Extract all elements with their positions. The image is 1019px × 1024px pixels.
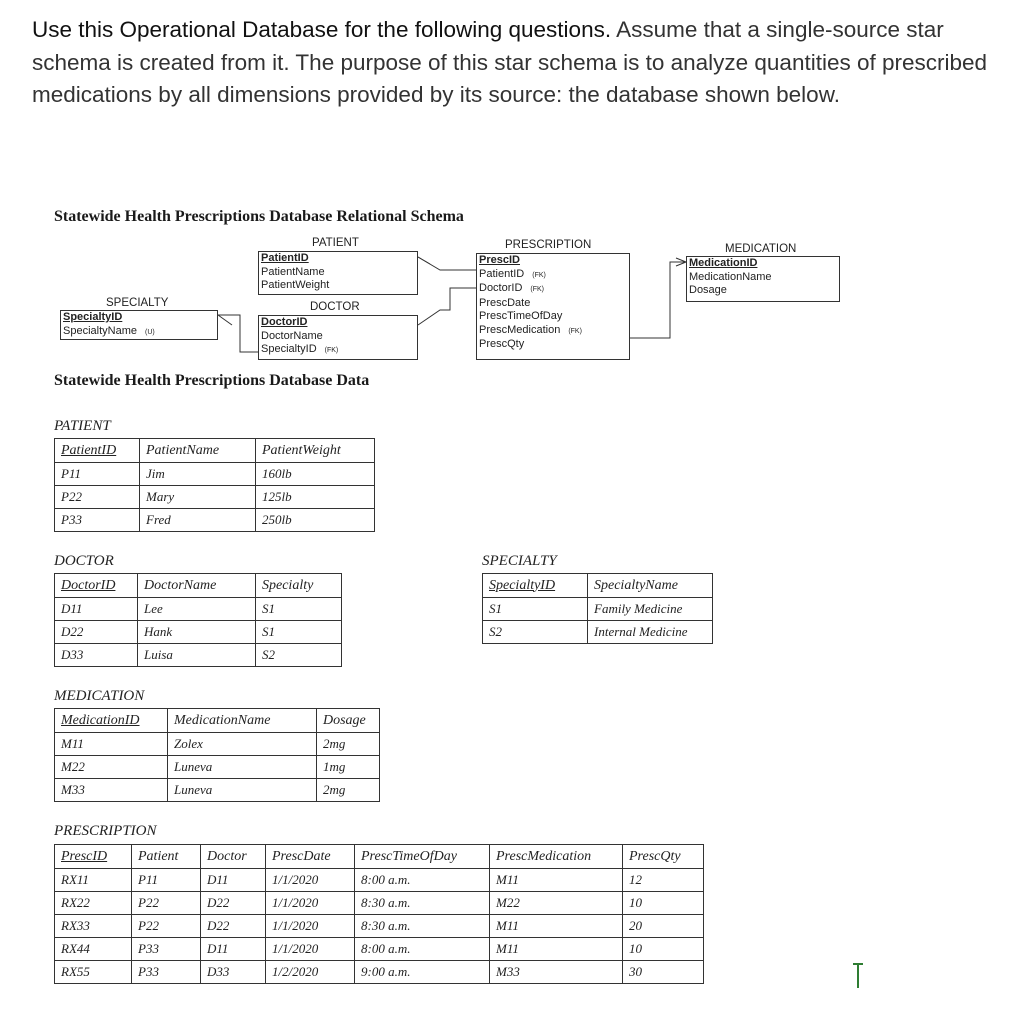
column-header: Dosage xyxy=(317,709,380,733)
table-cell: D22 xyxy=(201,915,266,938)
table-cell: Luisa xyxy=(138,644,256,667)
table-cell: S1 xyxy=(483,598,588,621)
table-cell: P33 xyxy=(132,938,201,961)
table-cell: 1/1/2020 xyxy=(266,938,355,961)
schema-doctor-pk: DoctorID xyxy=(261,316,308,328)
table-cell: Family Medicine xyxy=(588,598,713,621)
schema-unique-tag: (U) xyxy=(144,328,155,336)
table-cell: M11 xyxy=(490,915,623,938)
table-cell: 1mg xyxy=(317,756,380,779)
table-cell: 8:30 a.m. xyxy=(355,892,490,915)
schema-prescription-attr: DoctorID xyxy=(479,282,523,294)
column-header: PrescDate xyxy=(266,845,355,869)
patient-table-title: PATIENT xyxy=(54,418,111,434)
schema-medication-attr: Dosage xyxy=(689,284,727,296)
table-cell: Zolex xyxy=(168,733,317,756)
specialty-table-title: SPECIALTY xyxy=(482,553,557,569)
table-row xyxy=(55,961,704,984)
table-cell: Luneva xyxy=(168,779,317,802)
schema-doctor-attr: DoctorName xyxy=(261,329,323,342)
schema-specialty-title: SPECIALTY xyxy=(106,297,169,309)
table-cell: RX11 xyxy=(55,869,132,892)
schema-prescription-attr: PrescMedication xyxy=(479,323,561,336)
table-cell: 2mg xyxy=(317,733,380,756)
schema-medication-box xyxy=(686,256,840,302)
table-row xyxy=(483,598,713,621)
schema-medication-title: MEDICATION xyxy=(725,243,797,255)
table-cell: M22 xyxy=(55,756,168,779)
table-cell: Mary xyxy=(140,486,256,509)
patient-table xyxy=(54,438,375,532)
table-cell: 1/2/2020 xyxy=(266,961,355,984)
table-cell: RX33 xyxy=(55,915,132,938)
table-cell: S1 xyxy=(256,598,342,621)
table-cell: P11 xyxy=(132,869,201,892)
table-cell: P22 xyxy=(55,486,140,509)
table-row xyxy=(483,621,713,644)
column-header: PrescTimeOfDay xyxy=(355,845,490,869)
table-cell: M33 xyxy=(490,961,623,984)
medication-table xyxy=(54,708,380,802)
column-header: PrescMedication xyxy=(490,845,623,869)
table-cell: M11 xyxy=(55,733,168,756)
question-body: Assume that a single-source star schema is created from it. The purpose of this star schema is to analyze quantities of prescribed medications by all dimensions provided by its source: the database shown below. xyxy=(32,17,988,107)
table-cell: Internal Medicine xyxy=(588,621,713,644)
table-cell: M11 xyxy=(490,938,623,961)
schema-heading: Statewide Health Prescriptions Database Relational Schema xyxy=(54,208,464,225)
schema-fk-tag: (FK) xyxy=(532,271,546,279)
table-cell: 8:00 a.m. xyxy=(355,938,490,961)
table-cell: 8:30 a.m. xyxy=(355,915,490,938)
table-cell: S1 xyxy=(256,621,342,644)
schema-prescription-title: PRESCRIPTION xyxy=(505,239,592,251)
table-row xyxy=(55,756,380,779)
table-cell: P11 xyxy=(55,463,140,486)
table-cell: 125lb xyxy=(256,486,375,509)
column-header: PatientName xyxy=(140,439,256,463)
table-row xyxy=(55,598,342,621)
doctor-table-title: DOCTOR xyxy=(54,553,114,569)
table-row xyxy=(55,869,704,892)
table-row xyxy=(55,509,375,532)
column-header: Specialty xyxy=(256,574,342,598)
table-cell: M11 xyxy=(490,869,623,892)
data-heading: Statewide Health Prescriptions Database Data xyxy=(54,372,370,389)
schema-prescription-attr: PrescDate xyxy=(479,296,531,309)
table-cell: D22 xyxy=(55,621,138,644)
schema-fk-tag: (FK) xyxy=(530,286,545,293)
schema-prescription-box xyxy=(476,253,630,360)
question-lead: Use this Operational Database for the following questions. xyxy=(32,17,612,42)
table-cell: Luneva xyxy=(168,756,317,779)
doctor-table xyxy=(54,573,342,667)
table-cell: D33 xyxy=(201,961,266,984)
table-row xyxy=(55,621,342,644)
table-cell: P22 xyxy=(132,892,201,915)
schema-patient-title: PATIENT xyxy=(312,237,359,249)
table-row xyxy=(55,915,704,938)
table-cell: RX22 xyxy=(55,892,132,915)
schema-patient-attr: PatientName xyxy=(261,265,325,278)
medication-table-title: MEDICATION xyxy=(54,688,145,704)
column-header: DoctorName xyxy=(138,574,256,598)
table-cell: D11 xyxy=(201,869,266,892)
specialty-table xyxy=(482,573,713,644)
table-cell: 1/1/2020 xyxy=(266,869,355,892)
column-header: PrescID xyxy=(55,845,132,869)
schema-medication-attr: MedicationName xyxy=(689,270,772,283)
table-cell: 12 xyxy=(623,869,704,892)
schema-prescription-attr: PatientID xyxy=(479,267,525,280)
table-cell: 1/1/2020 xyxy=(266,892,355,915)
schema-patient-box xyxy=(258,251,418,295)
schema-fk-tag: (FK) xyxy=(568,327,582,335)
column-header: MedicationID xyxy=(55,709,168,733)
column-header: PatientWeight xyxy=(256,439,375,463)
table-cell: S2 xyxy=(256,644,342,667)
table-cell: S2 xyxy=(483,621,588,644)
table-cell: M22 xyxy=(490,892,623,915)
schema-prescription-pk: PrescID xyxy=(479,254,520,266)
table-cell: Lee xyxy=(138,598,256,621)
schema-specialty-attr: SpecialtyName xyxy=(63,324,137,337)
table-cell: M33 xyxy=(55,779,168,802)
table-row xyxy=(55,779,380,802)
schema-specialty-pk: SpecialtyID xyxy=(63,311,123,323)
table-cell: 10 xyxy=(623,938,704,961)
table-row xyxy=(55,463,375,486)
table-cell: D22 xyxy=(201,892,266,915)
column-header: Doctor xyxy=(201,845,266,869)
schema-specialty-box xyxy=(60,310,218,340)
table-row xyxy=(55,644,342,667)
table-cell: D11 xyxy=(55,598,138,621)
table-row xyxy=(55,486,375,509)
schema-doctor-box xyxy=(258,315,418,360)
table-cell: RX44 xyxy=(55,938,132,961)
column-header: MedicationName xyxy=(168,709,317,733)
table-cell: D11 xyxy=(201,938,266,961)
prescription-table xyxy=(54,844,704,984)
column-header: SpecialtyName xyxy=(588,574,713,598)
column-header: DoctorID xyxy=(55,574,138,598)
table-cell: 20 xyxy=(623,915,704,938)
table-cell: 9:00 a.m. xyxy=(355,961,490,984)
schema-prescription-attr: PrescTimeOfDay xyxy=(479,310,563,322)
table-cell: 8:00 a.m. xyxy=(355,869,490,892)
prescription-table-title: PRESCRIPTION xyxy=(54,823,157,839)
schema-doctor-fk: SpecialtyID xyxy=(261,343,317,355)
table-cell: D33 xyxy=(55,644,138,667)
table-row xyxy=(55,892,704,915)
column-header: SpecialtyID xyxy=(483,574,588,598)
table-cell: 250lb xyxy=(256,509,375,532)
table-cell: P22 xyxy=(132,915,201,938)
table-cell: Fred xyxy=(140,509,256,532)
schema-doctor-title: DOCTOR xyxy=(310,301,360,313)
table-cell: 2mg xyxy=(317,779,380,802)
table-row xyxy=(55,733,380,756)
column-header: Patient xyxy=(132,845,201,869)
column-header: PrescQty xyxy=(623,845,704,869)
text-cursor-icon xyxy=(851,962,865,990)
schema-patient-pk: PatientID xyxy=(261,252,309,264)
schema-patient-attr: PatientWeight xyxy=(261,279,330,291)
table-row xyxy=(55,938,704,961)
table-cell: Hank xyxy=(138,621,256,644)
schema-prescription-attr: PrescQty xyxy=(479,338,525,350)
table-cell: 1/1/2020 xyxy=(266,915,355,938)
schema-fk-tag: (FK) xyxy=(324,347,339,354)
table-cell: P33 xyxy=(55,509,140,532)
table-cell: 160lb xyxy=(256,463,375,486)
table-cell: Jim xyxy=(140,463,256,486)
schema-medication-pk: MedicationID xyxy=(689,257,758,269)
column-header: PatientID xyxy=(55,439,140,463)
table-cell: RX55 xyxy=(55,961,132,984)
table-cell: 10 xyxy=(623,892,704,915)
table-cell: 30 xyxy=(623,961,704,984)
table-cell: P33 xyxy=(132,961,201,984)
